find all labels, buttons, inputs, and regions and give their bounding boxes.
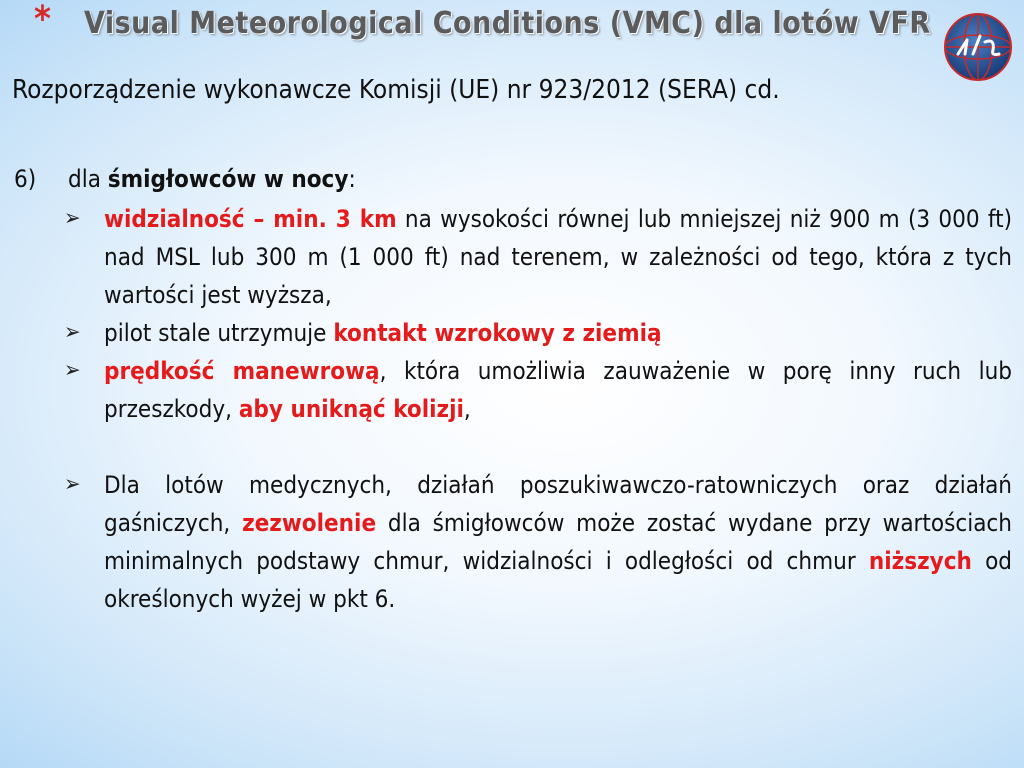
title-marker: *: [34, 0, 51, 40]
text: ,: [463, 395, 471, 423]
text: pilot stale utrzymuje: [104, 319, 334, 347]
text: od określonych wyżej w pkt 6.: [104, 547, 1012, 613]
text: Dla lotów medycznych, działań poszukiwawczo-ratowniczych oraz działań gaśniczych,: [104, 471, 1012, 537]
ulc-logo-icon: [943, 12, 1013, 82]
bullet-text: [104, 200, 1012, 314]
text: dla śmigłowców może zostać wydane przy wartościach minimalnych podstawy chmur, widzialności i odległości od chmur: [104, 509, 1012, 575]
arrow-bullet-icon: ➢: [64, 320, 81, 345]
text: , która umożliwia zauważenie w porę inny ruch lub przeszkody,: [104, 357, 1012, 423]
arrow-bullet-icon: ➢: [64, 206, 81, 231]
bullet-speed: [64, 352, 1012, 428]
bullet-medical-flights: [64, 466, 1012, 618]
highlight: prędkość manewrową: [104, 357, 380, 385]
highlight: aby uniknąć kolizji: [238, 395, 464, 423]
point-6: [14, 160, 356, 198]
bullet-text: [104, 466, 1012, 618]
point-bold: śmigłowców w nocy: [107, 165, 349, 193]
bullet-visibility: [64, 200, 1012, 314]
text: na wysokości równej lub mniejszej niż 900 m (3 000 ft) nad MSL lub 300 m (1 000 ft) nad terenem, w zależności od tego, która z tych wartości jest wyższa,: [104, 205, 1012, 309]
point-number: 6): [14, 165, 37, 193]
bullet-text: [104, 352, 1012, 428]
highlight: zezwolenie: [242, 509, 377, 537]
point-prefix: dla: [68, 165, 108, 193]
highlight: kontakt wzrokowy z ziemią: [333, 319, 662, 347]
point-suffix: :: [348, 165, 356, 193]
bullet-text: [104, 314, 1012, 352]
bullet-ground-contact: [64, 314, 1012, 352]
bullet-list: [64, 200, 1012, 618]
regulation-heading: Rozporządzenie wykonawcze Komisji (UE) nr 923/2012 (SERA) cd.: [12, 75, 780, 105]
arrow-bullet-icon: ➢: [64, 358, 81, 383]
highlight: niższych: [868, 547, 972, 575]
highlight: widzialność – min. 3 km: [104, 205, 397, 233]
slide-title: Visual Meteorological Conditions (VMC) dla lotów VFR: [84, 6, 931, 41]
arrow-bullet-icon: ➢: [64, 472, 81, 497]
